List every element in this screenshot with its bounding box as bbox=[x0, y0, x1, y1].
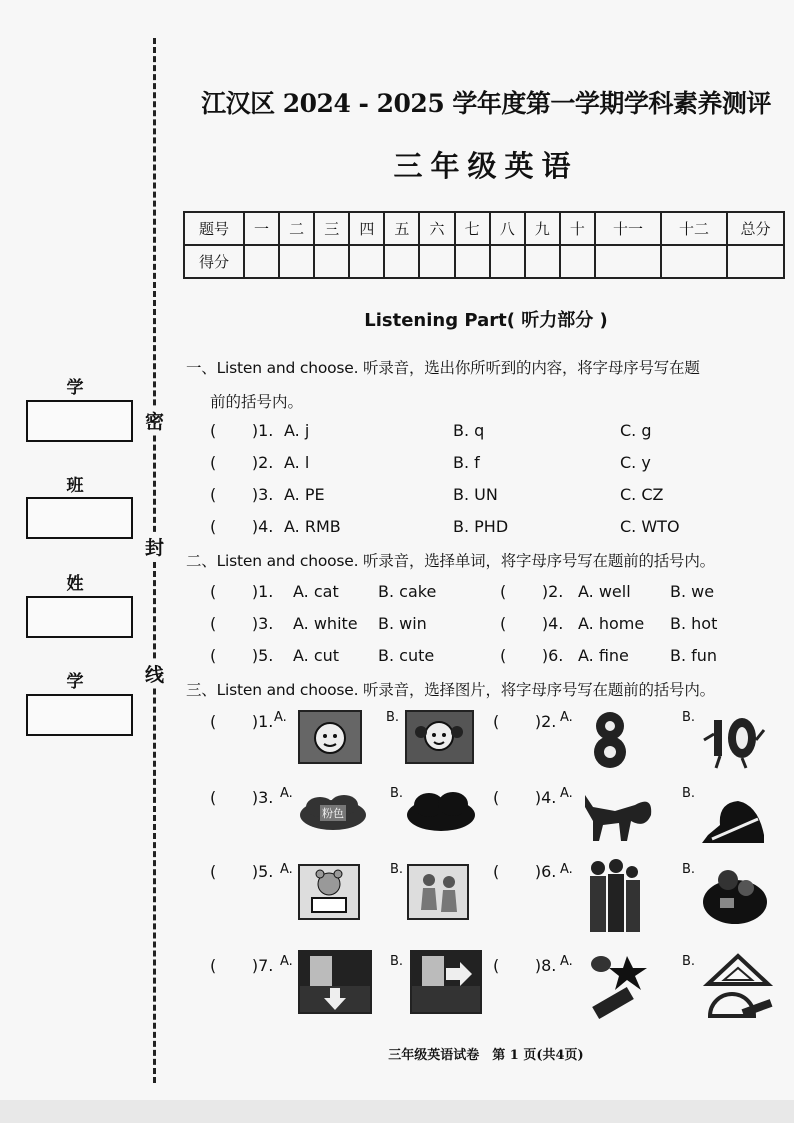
option-a: A. fine bbox=[578, 646, 629, 665]
score-cell: 十一 bbox=[595, 212, 661, 245]
item-number: 3. bbox=[258, 614, 274, 633]
item-number: 4. bbox=[541, 788, 557, 807]
answer-bracket[interactable]: ( )5. bbox=[210, 862, 274, 881]
item-number: 4. bbox=[548, 614, 564, 633]
dark-cloud-picture[interactable] bbox=[405, 790, 477, 834]
answer-bracket[interactable]: ( )6. bbox=[493, 862, 557, 881]
option-a: A. PE bbox=[284, 485, 325, 504]
listening-part-title: Listening Part( 听力部分 ) bbox=[364, 310, 608, 331]
class-field[interactable] bbox=[26, 497, 133, 539]
stationery-picture[interactable] bbox=[585, 950, 655, 1020]
pink-cloud-picture[interactable] bbox=[298, 793, 368, 833]
number-ten-character-picture[interactable] bbox=[700, 710, 766, 770]
exam-subtitle: 三年级英语 bbox=[393, 149, 579, 183]
option-a-label: A. bbox=[560, 786, 573, 801]
item-number: 3. bbox=[258, 788, 274, 807]
answer-bracket[interactable]: ( )4. bbox=[500, 614, 564, 633]
score-cell: 二 bbox=[279, 212, 314, 245]
score-cell: 四 bbox=[349, 212, 384, 245]
item-number: 1. bbox=[258, 582, 274, 601]
answer-bracket[interactable]: ( )3. bbox=[210, 788, 274, 807]
page-footer: 三年级英语试卷 第 1 页(共4页) bbox=[388, 1048, 584, 1063]
option-a: A. RMB bbox=[284, 517, 341, 536]
scan-bottom-strip bbox=[0, 1100, 794, 1123]
option-a: A. home bbox=[578, 614, 645, 633]
answer-bracket[interactable]: ( )1. bbox=[210, 421, 274, 440]
item-number: 5. bbox=[258, 862, 274, 881]
score-cell: 三 bbox=[314, 212, 349, 245]
bear-reading-picture[interactable] bbox=[298, 864, 360, 920]
seal-char-feng: 封 bbox=[145, 533, 164, 560]
answer-bracket[interactable]: ( )1. bbox=[210, 712, 274, 731]
option-c: C. y bbox=[620, 453, 651, 472]
answer-bracket[interactable]: ( )6. bbox=[500, 646, 564, 665]
score-cell: 十二 bbox=[661, 212, 727, 245]
seal-cut-line bbox=[153, 38, 156, 1083]
option-a-label: A. bbox=[560, 710, 573, 725]
option-b: B. PHD bbox=[453, 517, 509, 536]
score-input-cell[interactable] bbox=[490, 245, 525, 278]
score-row-label: 得分 bbox=[184, 245, 244, 278]
answer-bracket[interactable]: ( )7. bbox=[210, 956, 274, 975]
score-cell: 总分 bbox=[727, 212, 784, 245]
option-b: B. UN bbox=[453, 485, 498, 504]
option-a: A. white bbox=[293, 614, 358, 633]
score-input-cell[interactable] bbox=[525, 245, 560, 278]
part1-instruction: 一、Listen and choose. 听录音，选出你所听到的内容，将字母序号写在题 bbox=[186, 359, 700, 377]
kneeling-figure-picture[interactable] bbox=[698, 795, 768, 845]
name-label: 姓 bbox=[66, 574, 90, 594]
seal-char-mi: 密 bbox=[145, 407, 164, 434]
girl-picture[interactable] bbox=[298, 710, 362, 764]
option-a-label: A. bbox=[280, 862, 293, 877]
score-input-cell[interactable] bbox=[419, 245, 454, 278]
answer-bracket[interactable]: ( )2. bbox=[500, 582, 564, 601]
option-b-label: B. bbox=[682, 862, 696, 877]
option-a-label: A. bbox=[274, 710, 287, 725]
option-a: A. l bbox=[284, 453, 310, 472]
part2-instruction: 二、Listen and choose. 听录音，选择单词，将字母序号写在题前的括号内。 bbox=[186, 552, 715, 570]
option-b-label: B. bbox=[682, 710, 696, 725]
option-a: A. j bbox=[284, 421, 310, 440]
class-label: 班 bbox=[66, 476, 90, 496]
cloud-color-text: 粉色 bbox=[322, 807, 344, 820]
answer-bracket[interactable]: ( )3. bbox=[210, 614, 274, 633]
option-b: B. fun bbox=[670, 646, 718, 665]
score-cell: 一 bbox=[244, 212, 279, 245]
option-a-label: A. bbox=[560, 862, 573, 877]
answer-bracket[interactable]: ( )4. bbox=[210, 517, 274, 536]
item-number: 2. bbox=[541, 712, 557, 731]
item-number: 1. bbox=[258, 712, 274, 731]
children-playing-picture[interactable] bbox=[407, 864, 469, 920]
item-number: 5. bbox=[258, 646, 274, 665]
school-label: 学 bbox=[66, 378, 90, 398]
item-number: 6. bbox=[548, 646, 564, 665]
door-right-arrow-picture[interactable] bbox=[410, 950, 482, 1014]
score-input-cell[interactable] bbox=[661, 245, 727, 278]
option-a-label: A. bbox=[280, 786, 293, 801]
door-down-arrow-picture[interactable] bbox=[298, 950, 372, 1014]
answer-bracket[interactable]: ( )2. bbox=[493, 712, 557, 731]
answer-bracket[interactable]: ( )2. bbox=[210, 453, 274, 472]
option-a-label: A. bbox=[560, 954, 573, 969]
score-cell: 六 bbox=[419, 212, 454, 245]
ruler-set-picture[interactable] bbox=[702, 950, 774, 1020]
option-c: C. g bbox=[620, 421, 652, 440]
score-input-cell[interactable] bbox=[560, 245, 595, 278]
part3-instruction: 三、Listen and choose. 听录音，选择图片，将字母序号写在题前的括号内。 bbox=[186, 681, 715, 699]
score-cell: 题号 bbox=[184, 212, 244, 245]
answer-bracket[interactable]: ( )4. bbox=[493, 788, 557, 807]
girl-with-pigtails-picture[interactable] bbox=[405, 710, 474, 764]
score-input-cell[interactable] bbox=[279, 245, 314, 278]
item-number: 6. bbox=[541, 862, 557, 881]
seal-char-xian: 线 bbox=[145, 660, 164, 687]
score-input-cell[interactable] bbox=[595, 245, 661, 278]
score-input-cell[interactable] bbox=[727, 245, 784, 278]
pile-of-toys-picture[interactable] bbox=[700, 862, 770, 928]
score-cell: 八 bbox=[490, 212, 525, 245]
part1-instruction-cont: 前的括号内。 bbox=[210, 393, 304, 411]
student-id-label: 学 bbox=[66, 672, 90, 692]
option-b: B. q bbox=[453, 421, 485, 440]
option-b: B. win bbox=[378, 614, 427, 633]
option-b-label: B. bbox=[682, 786, 696, 801]
option-b: B. f bbox=[453, 453, 480, 472]
item-number: 1. bbox=[258, 421, 274, 440]
item-number: 8. bbox=[541, 956, 557, 975]
option-b: B. cute bbox=[378, 646, 435, 665]
option-b-label: B. bbox=[682, 954, 696, 969]
score-table-header-row bbox=[184, 212, 784, 245]
item-number: 3. bbox=[258, 485, 274, 504]
option-a: A. cut bbox=[293, 646, 340, 665]
option-b: B. hot bbox=[670, 614, 718, 633]
score-table bbox=[183, 211, 785, 279]
number-eight-character-picture[interactable] bbox=[585, 706, 635, 771]
option-b-label: B. bbox=[390, 786, 404, 801]
name-field[interactable] bbox=[26, 596, 133, 638]
score-input-cell[interactable] bbox=[349, 245, 384, 278]
student-id-field[interactable] bbox=[26, 694, 133, 736]
item-number: 2. bbox=[548, 582, 564, 601]
option-c: C. WTO bbox=[620, 517, 680, 536]
score-input-cell[interactable] bbox=[455, 245, 490, 278]
option-b-label: B. bbox=[386, 710, 400, 725]
score-cell: 十 bbox=[560, 212, 595, 245]
option-a: A. cat bbox=[293, 582, 339, 601]
option-a-label: A. bbox=[280, 954, 293, 969]
answer-bracket[interactable]: ( )8. bbox=[493, 956, 557, 975]
score-input-cell[interactable] bbox=[244, 245, 279, 278]
score-table-score-row bbox=[184, 245, 784, 278]
family-group-picture[interactable] bbox=[582, 858, 644, 934]
option-b: B. we bbox=[670, 582, 715, 601]
score-cell: 五 bbox=[384, 212, 419, 245]
score-cell: 七 bbox=[455, 212, 490, 245]
item-number: 2. bbox=[258, 453, 274, 472]
score-input-cell[interactable] bbox=[384, 245, 419, 278]
answer-bracket[interactable]: ( )1. bbox=[210, 582, 274, 601]
score-cell: 九 bbox=[525, 212, 560, 245]
exam-title: 江汉区 2024 - 2025 学年度第一学期学科素养测评 bbox=[201, 89, 771, 118]
option-a: A. well bbox=[578, 582, 631, 601]
answer-bracket[interactable]: ( )3. bbox=[210, 485, 274, 504]
school-field[interactable] bbox=[26, 400, 133, 442]
option-c: C. CZ bbox=[620, 485, 664, 504]
option-b: B. cake bbox=[378, 582, 437, 601]
item-number: 4. bbox=[258, 517, 274, 536]
score-input-cell[interactable] bbox=[314, 245, 349, 278]
option-b-label: B. bbox=[390, 862, 404, 877]
answer-bracket[interactable]: ( )5. bbox=[210, 646, 274, 665]
item-number: 7. bbox=[258, 956, 274, 975]
option-b-label: B. bbox=[390, 954, 404, 969]
fox-picture[interactable] bbox=[575, 785, 657, 845]
